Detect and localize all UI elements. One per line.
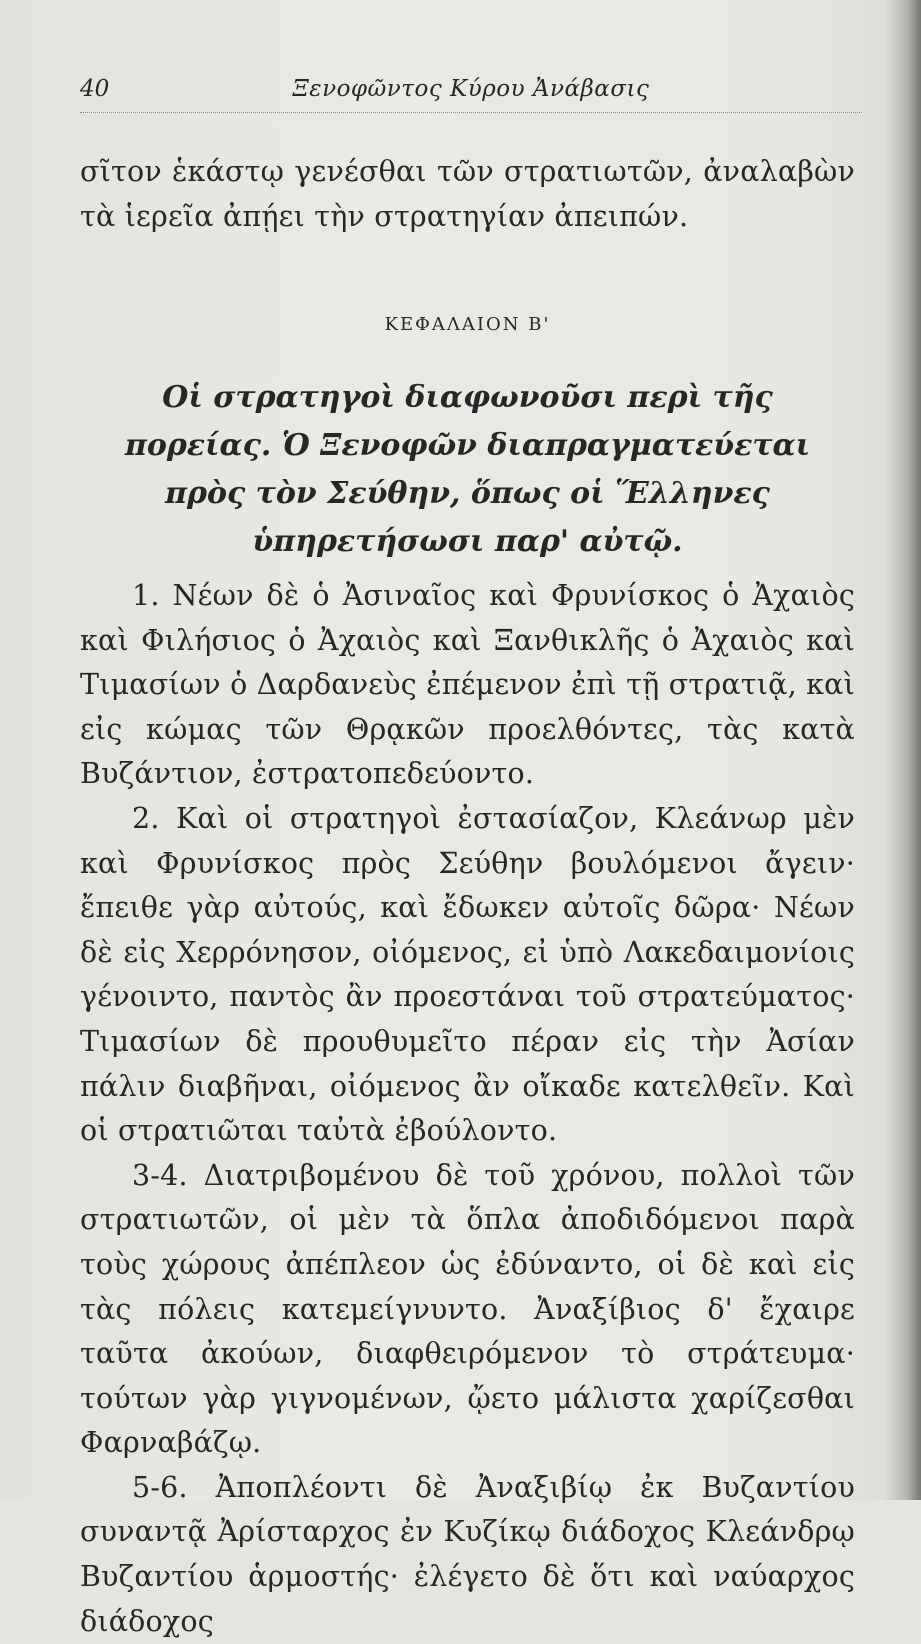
page-gutter-shadow (885, 0, 921, 1500)
running-head (80, 72, 862, 113)
paragraph-2: 2. Καὶ οἱ στρατηγοὶ ἐστασίαζον, Κλεάνωρ μὲν καὶ Φρυνίσκος πρὸς Σεύθην βουλόμενοι ἄγειν· ἔπειθε γὰρ αὐτούς, καὶ ἔδωκεν αὐτοῖς δῶρα· Νέων δὲ εἰς Χερρόνησον, οἰόμενος, εἰ ὑπὸ Λακεδαιμονίοις γένοιντο, παντὸς ἂν προεστάναι τοῦ στρατεύματος· Τιμασίων δὲ προυθυμεῖτο πέραν εἰς τὴν Ἀσίαν πάλιν διαβῆναι, οἰόμενος ἂν οἴκαδε κατελθεῖν. Καὶ οἱ στρατιῶται ταὐτὰ ἐβούλοντο. (80, 801, 855, 1148)
body-text (80, 574, 855, 1644)
chapter-heading: ΚΕΦΑΛΑΙΟΝ Β' (384, 314, 551, 335)
running-title: Ξενοφῶντος Κύρου Ἀνάβασις (292, 76, 650, 102)
chapter-summary: Οἱ στρατηγοὶ διαφωνοῦσι περὶ τῆς πορείας. Ὁ Ξενοφῶν διαπραγματεύεται πρὸς τὸν Σεύθην, ὅπως οἱ Ἕλληνες ὑπηρετήσωσι παρ' αὐτῷ. (124, 380, 811, 559)
paragraph-1: 1. Νέων δὲ ὁ Ἀσιναῖος καὶ Φρυνίσκος ὁ Ἀχαιὸς καὶ Φιλήσιος ὁ Ἀχαιὸς καὶ Ξανθικλῆς ὁ Ἀχαιὸς καὶ Τιμασίων ὁ Δαρδανεὺς ἐπέμενον ἐπὶ τῇ στρατιᾷ, καὶ εἰς κώμας τῶν Θρᾳκῶν προελθόντες, τὰς κατὰ Βυζάντιον, ἐστρατοπεδεύοντο. (80, 579, 855, 791)
page-number: 40 (80, 76, 110, 102)
paragraph-3-4: 3-4. Διατριβομένου δὲ τοῦ χρόνου, πολλοὶ τῶν στρατιωτῶν, οἱ μὲν τὰ ὅπλα ἀποδιδόμενοι παρὰ τοὺς χώρους ἀπέπλεον ὡς ἐδύναντο, οἱ δὲ καὶ εἰς τὰς πόλεις κατεμείγνυντο. Ἀναξίβιος δ' ἔχαιρε ταῦτα ἀκούων, διαφθειρόμενον τὸ στράτευμα· τούτων γὰρ γιγνομένων, ᾤετο μάλιστα χαρίζεσθαι Φαρναβάζῳ. (80, 1158, 855, 1460)
intro-text: σῖτον ἑκάστῳ γενέσθαι τῶν στρατιωτῶν, ἀναλαβὼν τὰ ἱερεῖα ἀπῄει τὴν στρατηγίαν ἀπειπών. (80, 155, 855, 233)
paragraph-5-6: 5-6. Ἀποπλέοντι δὲ Ἀναξιβίῳ ἐκ Βυζαντίου συναντᾷ Ἀρίσταρχος ἐν Κυζίκῳ διάδοχος Κλεάνδρῳ Βυζαντίου ἁρμοστής· ἐλέγετο δὲ ὅτι καὶ ναύαρχος διάδοχος (80, 1470, 855, 1638)
